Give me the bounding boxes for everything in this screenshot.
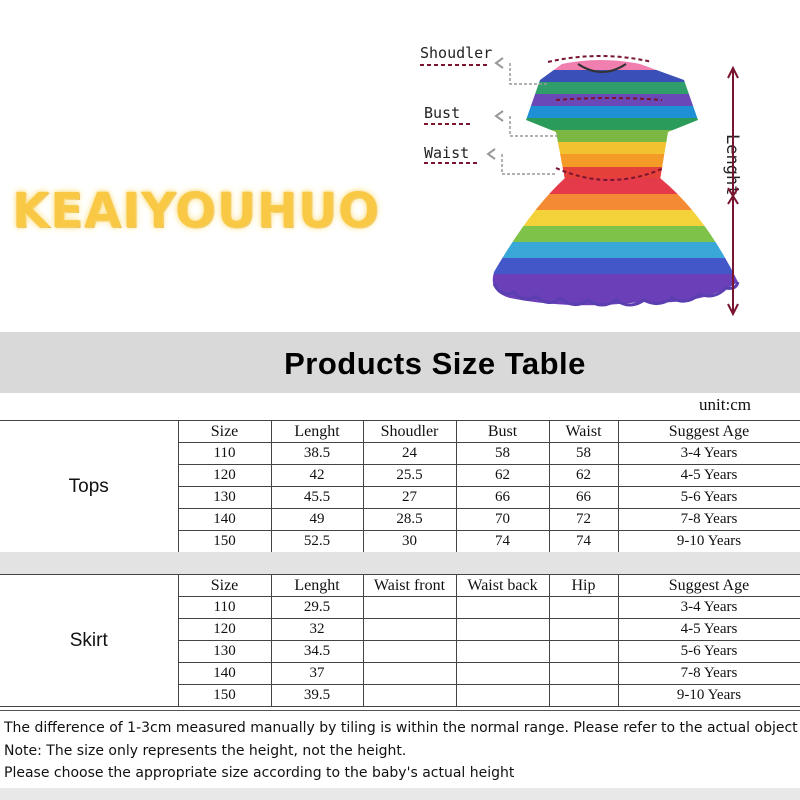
bust-label: Bust [424,104,461,122]
table-cell: 4-5 Years [618,465,800,487]
table-cell: 140 [178,509,271,531]
table-cell: 3-4 Years [618,597,800,619]
table-header-row [0,421,800,443]
table-cell: 45.5 [271,487,363,509]
table-cell [549,641,618,663]
table-cell [456,685,549,707]
column-header: Waist front [363,575,456,597]
table-cell: 62 [549,465,618,487]
note-text: The difference of 1-3cm measured manually by tiling is within the normal range. Please refer to the actual object [4,720,798,736]
table-cell: 7-8 Years [618,663,800,685]
dress-skirt [480,176,750,314]
dress-diagram [410,36,750,326]
note-text: Note: The size only represents the height, not the height. [4,743,407,759]
table-cell: 25.5 [363,465,456,487]
table-cell [549,597,618,619]
table-cell: 4-5 Years [618,619,800,641]
note-text: Please choose the appropriate size according to the baby's actual height [4,765,515,781]
table-cell: 150 [178,685,271,707]
table-cell: 28.5 [363,509,456,531]
bottom-strip [0,788,800,800]
shoulder-label: Shoudler [420,44,493,62]
notes-section [0,710,800,800]
table-cell: 66 [456,487,549,509]
waist-label: Waist [424,144,470,162]
table-cell: 37 [271,663,363,685]
table-cell [456,641,549,663]
table-cell: 38.5 [271,443,363,465]
column-header: Hip [549,575,618,597]
table-cell: 42 [271,465,363,487]
table-cell [363,619,456,641]
table-cell: 120 [178,619,271,641]
table-cell: 74 [456,531,549,553]
table-cell [549,685,618,707]
tops-group-label: Tops [0,421,178,553]
unit-row [0,393,800,419]
table-cell: 52.5 [271,531,363,553]
column-header: Bust [456,421,549,443]
table-cell: 27 [363,487,456,509]
table-cell: 39.5 [271,685,363,707]
table-cell [363,685,456,707]
table-cell: 120 [178,465,271,487]
brand-logo: KEAIYOUHUO [12,183,380,239]
table-cell [456,663,549,685]
table-cell: 140 [178,663,271,685]
product-illustration [0,0,800,332]
table-cell: 130 [178,487,271,509]
table-cell: 150 [178,531,271,553]
column-header: Suggest Age [618,421,800,443]
table-cell: 72 [549,509,618,531]
column-header: Shoudler [363,421,456,443]
column-header: Lenght [271,421,363,443]
column-header: Size [178,575,271,597]
table-cell: 70 [456,509,549,531]
table-cell: 74 [549,531,618,553]
table-cell: 49 [271,509,363,531]
table-cell [456,619,549,641]
table-cell [363,597,456,619]
table-cell: 7-8 Years [618,509,800,531]
table-cell: 5-6 Years [618,641,800,663]
table-cell: 66 [549,487,618,509]
table-header-row [0,575,800,597]
tops-size-table [0,420,800,553]
column-header: Waist back [456,575,549,597]
table-cell [456,597,549,619]
column-header: Waist [549,421,618,443]
table-cell [549,663,618,685]
table-cell: 130 [178,641,271,663]
column-header: Suggest Age [618,575,800,597]
table-cell: 9-10 Years [618,531,800,553]
table-cell: 58 [456,443,549,465]
table-cell [549,619,618,641]
skirt-group-label: Skirt [0,575,178,707]
table-cell: 24 [363,443,456,465]
table-cell: 58 [549,443,618,465]
table-cell: 29.5 [271,597,363,619]
unit-label: unit:cm [699,395,751,414]
table-cell: 62 [456,465,549,487]
dress-bodice [520,56,710,180]
table-cell [363,663,456,685]
table-cell: 32 [271,619,363,641]
column-header: Lenght [271,575,363,597]
table-cell: 110 [178,443,271,465]
length-label: Lenght [722,134,742,196]
column-header: Size [178,421,271,443]
table-cell: 30 [363,531,456,553]
table-cell: 3-4 Years [618,443,800,465]
table-cell: 34.5 [271,641,363,663]
table-cell: 5-6 Years [618,487,800,509]
page-title: Products Size Table [284,346,586,381]
table-cell: 9-10 Years [618,685,800,707]
table-separator [0,552,800,574]
skirt-size-table [0,574,800,707]
table-cell [363,641,456,663]
table-cell: 110 [178,597,271,619]
